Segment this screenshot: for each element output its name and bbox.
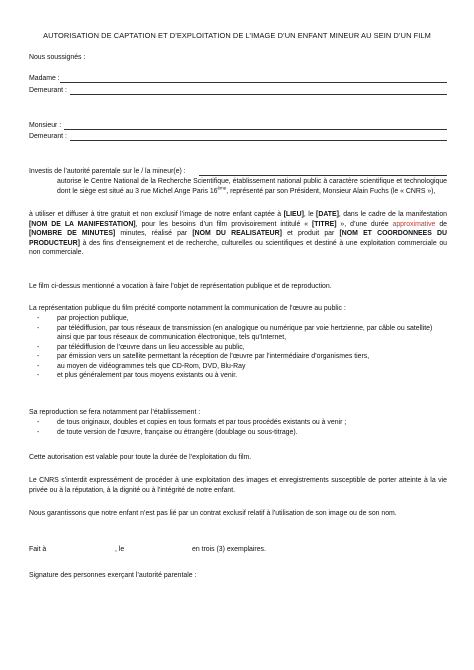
- copies-label: en trois (3) exemplaires.: [192, 546, 266, 553]
- madame-field[interactable]: [60, 82, 447, 83]
- list-item: - par émission vers un satellite permettant la réception de l’œuvre par l’intermédiaire d’organismes tiers,: [37, 353, 370, 361]
- demeurant2-field[interactable]: [70, 140, 447, 141]
- invested-label: Investis de l’autorité parentale sur le / la mineur(e) :: [29, 168, 186, 175]
- prohibition-paragraph: Le CNRS s’interdit expressément de procéder à une exploitation des images et enregistrements susceptible de porter atteinte à la vie privée ou à la réputation, à la dignité ou à l’intégrité de notre enfant.: [29, 477, 447, 494]
- list-item: - par télédiffusion, par tous réseaux de transmission (en analogique ou numérique par voie hertzienne, par câble ou satellite) ainsi que par tous réseaux de communication électronique, tels qu’Internet,: [37, 324, 433, 342]
- usage-paragraph: à utiliser et diffuser à titre gratuit et non exclusif l’image de notre enfant captée à [LIEU], le [DATE], dans le cadre de la manifestation [NOM DE LA MANIFESTATION], pour les besoins d’un film provisoirement intitulé « [TITRE] », d’une durée approximative de [NOMBRE DE MINUTES] minutes, réalisé par [NOM DU REALISATEUR] et produit par [NOM ET COORDONNEES DU PRODUCTEUR] à des fins d’enseignement et de recherche, culturelles ou scientifiques et destiné à une exploitation commerciale ou non commerciale.: [29, 211, 448, 257]
- madame-label: Madame :: [29, 75, 60, 82]
- minor-name-field[interactable]: [199, 175, 447, 176]
- document-title: AUTORISATION DE CAPTATION ET D’EXPLOITATION DE L’IMAGE D’UN ENFANT MINEUR AU SEIN D’UN FILM: [43, 31, 431, 40]
- monsieur-label: Monsieur :: [29, 122, 62, 129]
- list-item: - par télédiffusion de l’œuvre dans un lieu accessible au public,: [37, 343, 245, 351]
- placeholder-minutes: [NOMBRE DE MINUTES]: [29, 230, 116, 238]
- approx-word: approximative: [392, 220, 436, 228]
- list-item: - par projection publique,: [37, 315, 129, 322]
- authorization-paragraph: autorise le Centre National de la Recherche Scientifique, établissement national public à caractère scientifique et technologique dont le siège est situé au 3 rue Michel Ange Paris 16ème, représenté par son Président, Monsieur Alain Fuchs (le « CNRS »),: [57, 178, 447, 195]
- monsieur-field[interactable]: [64, 129, 447, 130]
- fait-a-label: Fait à: [29, 546, 47, 553]
- list-item: - au moyen de vidéogrammes tels que CD-Rom, DVD, Blu-Ray: [37, 362, 246, 370]
- representation-intro: La représentation publique du film précité comporte notamment la communication de l’œuvre au public :: [29, 305, 346, 312]
- duration-paragraph: Cette autorisation est valable pour toute la durée de l’exploitation du film.: [29, 454, 252, 461]
- demeurant1-label: Demeurant :: [29, 87, 67, 94]
- guarantee-paragraph: Nous garantissons que notre enfant n’est pas lié par un contrat exclusif relatif à l’utilisation de son image ou de son nom.: [29, 510, 397, 517]
- undersigned-label: Nous soussignés :: [29, 54, 86, 61]
- signature-label: Signature des personnes exerçant l’autorité parentale :: [29, 572, 197, 579]
- le-label: , le: [115, 546, 125, 553]
- list-item: - de toute version de l’œuvre, française ou étrangère (doublage ou sous-titrage).: [37, 428, 298, 436]
- list-item: - et plus généralement par tous moyens existants ou à venir.: [37, 372, 238, 380]
- demeurant2-label: Demeurant :: [29, 133, 67, 140]
- reproduction-list: [29, 418, 447, 437]
- vocation-paragraph: Le film ci-dessus mentionné a vocation à faire l’objet de représentation publique et de reproduction.: [29, 283, 332, 290]
- placeholder-manifestation: [NOM DE LA MANIFESTATION]: [29, 220, 136, 228]
- placeholder-realisateur: [NOM DU REALISATEUR]: [192, 230, 282, 238]
- placeholder-producteur: [NOM ET COORDONNEES DU PRODUCTEUR]: [29, 230, 448, 247]
- demeurant1-field[interactable]: [70, 94, 447, 95]
- placeholder-lieu: [LIEU]: [283, 211, 304, 218]
- placeholder-titre: [TITRE]: [312, 220, 337, 228]
- representation-list: [29, 314, 447, 381]
- placeholder-date: [DATE]: [316, 211, 339, 218]
- reproduction-intro: Sa reproduction se fera notamment par l’établissement :: [29, 409, 201, 416]
- list-item: - de tous originaux, doubles et copies en tous formats et par tous procédés existants ou à venir ;: [37, 419, 347, 426]
